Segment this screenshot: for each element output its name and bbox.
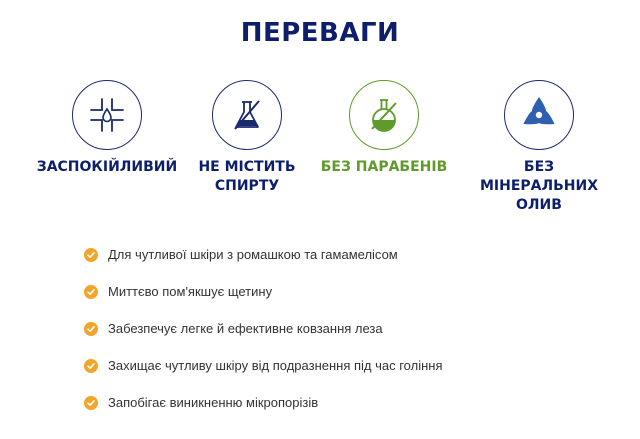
benefit-text: Для чутливої шкіри з ромашкою та гамамелісом: [108, 247, 398, 262]
list-item: [84, 384, 443, 421]
benefit-text: Запобігає виникненню мікропорізів: [108, 395, 319, 410]
feature-no-mineral-oils: [464, 80, 614, 215]
no-mineral-oils-drops-icon: [504, 80, 574, 150]
feature-no-alcohol: [172, 80, 322, 196]
no-parabens-flask-icon: [349, 80, 419, 150]
list-item: [84, 236, 443, 273]
feature-label: ЗАСПОКІЙЛИВИЙ: [36, 159, 178, 175]
benefits-list: [84, 236, 443, 421]
list-item: [84, 273, 443, 310]
feature-no-parabens: [309, 80, 459, 177]
section-title: ПЕРЕВАГИ: [240, 18, 400, 48]
check-icon: [84, 359, 98, 373]
benefit-text: Захищає чутливу шкіру від подразнення під час гоління: [108, 358, 443, 373]
list-item: [84, 310, 443, 347]
feature-label: НЕ МІСТИТЬ СПИРТУ: [198, 159, 296, 194]
benefit-text: Миттєво пом'якшує щетину: [108, 284, 273, 299]
list-item: [84, 347, 443, 384]
check-icon: [84, 322, 98, 336]
soothing-cross-drop-icon: [72, 80, 142, 150]
check-icon: [84, 248, 98, 262]
check-icon: [84, 396, 98, 410]
check-icon: [84, 285, 98, 299]
no-alcohol-flask-icon: [212, 80, 282, 150]
benefit-text: Забезпечує легке й ефективне ковзання леза: [108, 321, 383, 336]
feature-label: БЕЗ ПАРАБЕНІВ: [320, 159, 448, 175]
feature-label: БЕЗ МІНЕРАЛЬНИХ ОЛИВ: [479, 159, 599, 213]
feature-soothing: [32, 80, 182, 177]
